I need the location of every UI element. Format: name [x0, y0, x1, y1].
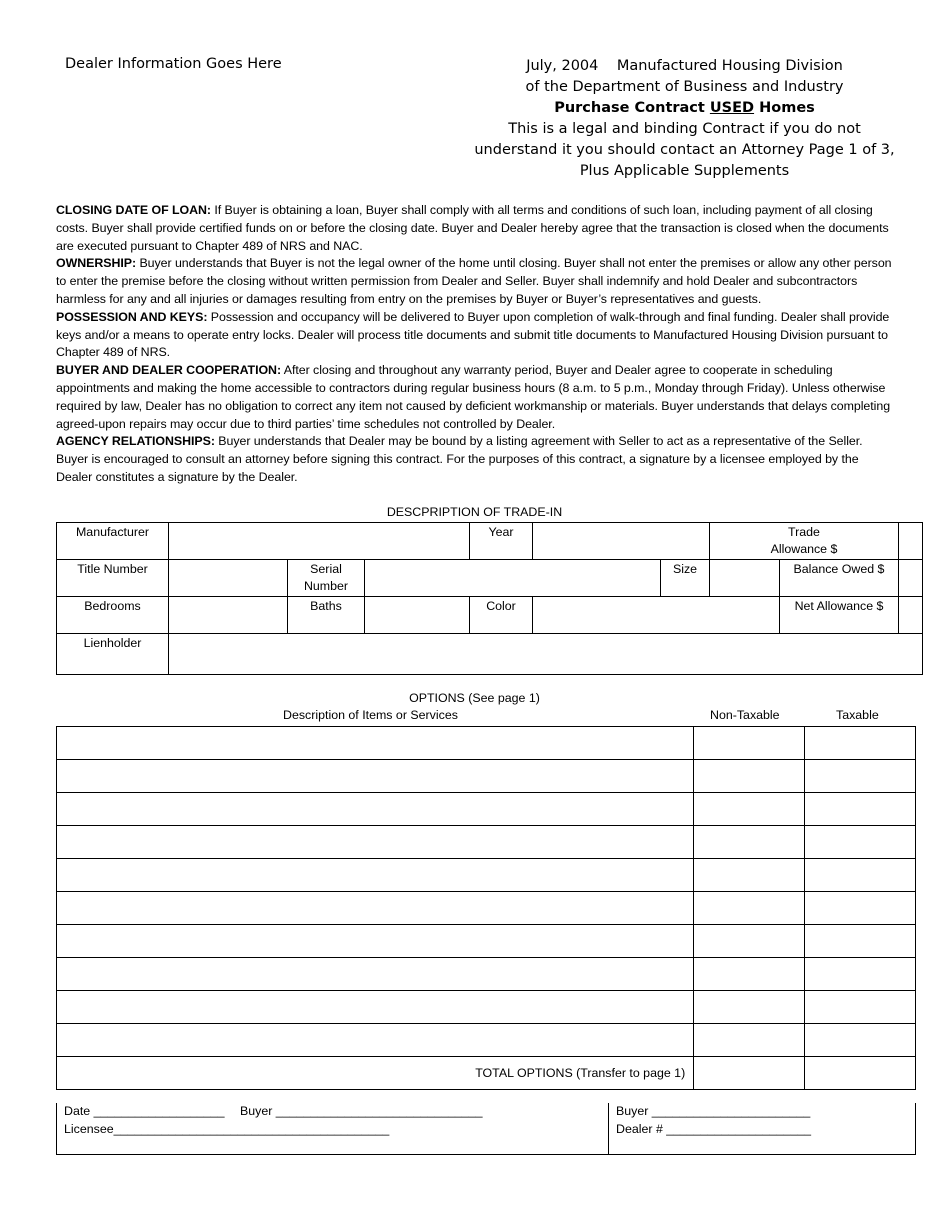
trade-allowance-field[interactable]	[899, 523, 923, 560]
date-line[interactable]: Date ___________________	[64, 1104, 225, 1118]
lienholder-field[interactable]	[169, 634, 923, 675]
size-label: Size	[661, 560, 710, 597]
baths-field[interactable]	[365, 597, 470, 634]
option-taxable-field[interactable]	[805, 760, 916, 793]
option-description-field[interactable]	[57, 793, 694, 826]
bedrooms-label: Bedrooms	[57, 597, 169, 634]
manufacturer-field[interactable]	[169, 523, 470, 560]
option-taxable-field[interactable]	[805, 826, 916, 859]
licensee-signature-line[interactable]: Licensee________________________________________	[64, 1122, 390, 1136]
option-non-taxable-field[interactable]	[694, 826, 805, 859]
term-text: Buyer understands that Buyer is not the legal owner of the home until closing. Buyer shall not enter the premises or allow any other person to enter the premise before the closing without written permission from Dealer and Seller. Buyer shall indemnify and hold Dealer and subcontractors harmless for any and all injuries or damages resulting from entry on the premises by Buyer or Buyer’s representatives and guests.	[56, 256, 892, 306]
total-taxable-field[interactable]	[805, 1057, 916, 1090]
title-prefix: Purchase Contract	[554, 100, 710, 116]
document-title	[472, 98, 897, 119]
term-closing-date	[56, 202, 896, 255]
option-taxable-field[interactable]	[805, 1024, 916, 1057]
option-description-field[interactable]	[57, 892, 694, 925]
option-description-field[interactable]	[57, 859, 694, 892]
manufacturer-label: Manufacturer	[57, 523, 169, 560]
term-text: If Buyer is obtaining a loan, Buyer shall comply with all terms and conditions of such loan, including payment of all closing costs. Buyer shall provide certified funds on or before the closing date. Buyer and Dealer hereby agree that the transaction is closed when the documents are executed pursuant to Chapter 489 of NRS and NAC.	[56, 203, 889, 253]
option-non-taxable-field[interactable]	[694, 925, 805, 958]
option-non-taxable-field[interactable]	[694, 859, 805, 892]
signature-box	[56, 1103, 916, 1155]
title-number-field[interactable]	[169, 560, 288, 597]
trade-in-table	[56, 522, 923, 675]
total-non-taxable-field[interactable]	[694, 1057, 805, 1090]
table-row	[57, 826, 916, 859]
table-row	[57, 760, 916, 793]
option-taxable-field[interactable]	[805, 925, 916, 958]
title-suffix: Homes	[754, 100, 815, 116]
term-heading: OWNERSHIP:	[56, 256, 137, 271]
year-field[interactable]	[533, 523, 710, 560]
total-options-label: TOTAL OPTIONS (Transfer to page 1)	[57, 1057, 694, 1090]
option-non-taxable-field[interactable]	[694, 760, 805, 793]
baths-label: Baths	[288, 597, 365, 634]
options-description-header: Description of Items or Services	[283, 708, 458, 722]
term-heading: POSSESSION AND KEYS:	[56, 309, 208, 324]
table-row	[57, 958, 916, 991]
balance-owed-field[interactable]	[899, 560, 923, 597]
option-non-taxable-field[interactable]	[694, 1024, 805, 1057]
options-taxable-header: Taxable	[836, 708, 879, 722]
net-allowance-label: Net Allowance $	[780, 597, 899, 634]
lienholder-label: Lienholder	[57, 634, 169, 675]
total-options-row	[57, 1057, 916, 1090]
dealer-info-placeholder: Dealer Information Goes Here	[65, 56, 282, 72]
option-non-taxable-field[interactable]	[694, 793, 805, 826]
option-taxable-field[interactable]	[805, 859, 916, 892]
options-table	[56, 726, 916, 1090]
term-text: Buyer understands that Dealer may be bound by a listing agreement with Seller to act as a representative of the Seller. Buyer is encouraged to consult an attorney before signing this contract. For the purposes of this contract, a signature by a licensee employed by the Dealer constitutes a signature by the Dealer.	[56, 434, 863, 484]
table-row	[57, 1024, 916, 1057]
option-non-taxable-field[interactable]	[694, 991, 805, 1024]
header-legal-notice-1: This is a legal and binding Contract if you do not	[508, 121, 861, 137]
option-description-field[interactable]	[57, 727, 694, 760]
serial-label-line2: Number	[303, 579, 349, 593]
option-taxable-field[interactable]	[805, 727, 916, 760]
header-date-division: July, 2004 Manufactured Housing Division	[526, 58, 843, 74]
table-row	[57, 793, 916, 826]
size-field[interactable]	[710, 560, 780, 597]
buyer-signature-line-right[interactable]: Buyer _______________________	[616, 1104, 811, 1118]
header-supplements: Plus Applicable Supplements	[579, 163, 790, 179]
option-taxable-field[interactable]	[805, 991, 916, 1024]
option-non-taxable-field[interactable]	[694, 958, 805, 991]
net-allowance-field[interactable]	[899, 597, 923, 634]
term-text: Possession and occupancy will be delivered to Buyer upon completion of walk-through and final funding. Dealer shall provide keys and/or a means to operate entry locks. Dealer will process title documents and submit title documents to Manufactured Housing Division pursuant to Chapter 489 of NRS.	[56, 309, 890, 360]
table-row	[57, 925, 916, 958]
option-description-field[interactable]	[57, 1024, 694, 1057]
title-number-label: Title Number	[57, 560, 169, 597]
option-non-taxable-field[interactable]	[694, 727, 805, 760]
term-heading: CLOSING DATE OF LOAN:	[56, 203, 211, 217]
buyer-signature-line[interactable]: Buyer ______________________________	[240, 1104, 483, 1118]
option-description-field[interactable]	[57, 826, 694, 859]
term-heading: AGENCY RELATIONSHIPS:	[56, 434, 215, 449]
option-non-taxable-field[interactable]	[694, 892, 805, 925]
contract-terms	[56, 202, 896, 487]
balance-owed-label: Balance Owed $	[780, 560, 899, 597]
trade-allowance-label-line1: Trade	[788, 525, 820, 539]
term-possession	[56, 309, 896, 362]
table-row	[57, 727, 916, 760]
term-text: After closing and throughout any warranty period, Buyer and Dealer agree to cooperate in scheduling appointments and making the home accessible to contractors during regular business hours (8 a.m. to 5 p.m., Monday through Friday). Unless otherwise required by law, Dealer has no obligation to correct any item not caused by deficient workmanship or materials. Buyer understands that delays completing agreed-upon repairs may occur due to third parties’ time schedules not controlled by Dealer.	[56, 363, 891, 431]
color-field[interactable]	[533, 597, 780, 634]
color-label: Color	[470, 597, 533, 634]
trade-in-title: DESCPRIPTION OF TRADE-IN	[386, 505, 563, 519]
table-row	[57, 859, 916, 892]
header-legal-notice-2: understand it you should contact an Attorney Page 1 of 3,	[474, 142, 895, 158]
option-description-field[interactable]	[57, 958, 694, 991]
bedrooms-field[interactable]	[169, 597, 288, 634]
term-ownership	[56, 255, 896, 308]
serial-number-label	[288, 560, 365, 597]
option-description-field[interactable]	[57, 760, 694, 793]
signature-divider	[608, 1103, 609, 1154]
term-agency	[56, 433, 896, 486]
option-description-field[interactable]	[57, 991, 694, 1024]
term-cooperation	[56, 362, 896, 433]
title-used: USED	[709, 100, 755, 116]
table-row	[57, 991, 916, 1024]
document-header	[472, 56, 897, 182]
option-taxable-field[interactable]	[805, 892, 916, 925]
option-taxable-field[interactable]	[805, 958, 916, 991]
trade-allowance-label	[710, 523, 899, 560]
option-description-field[interactable]	[57, 925, 694, 958]
options-title: OPTIONS (See page 1)	[409, 691, 540, 705]
header-department: of the Department of Business and Industry	[525, 79, 844, 95]
option-taxable-field[interactable]	[805, 793, 916, 826]
table-row	[57, 892, 916, 925]
term-heading: BUYER AND DEALER COOPERATION:	[56, 363, 282, 378]
serial-label-line1: Serial	[310, 562, 342, 576]
serial-number-field[interactable]	[365, 560, 661, 597]
year-label: Year	[470, 523, 533, 560]
options-non-taxable-header: Non-Taxable	[710, 708, 780, 722]
trade-allowance-label-line2: Allowance $	[770, 542, 838, 556]
dealer-number-line[interactable]: Dealer # _____________________	[616, 1122, 811, 1136]
